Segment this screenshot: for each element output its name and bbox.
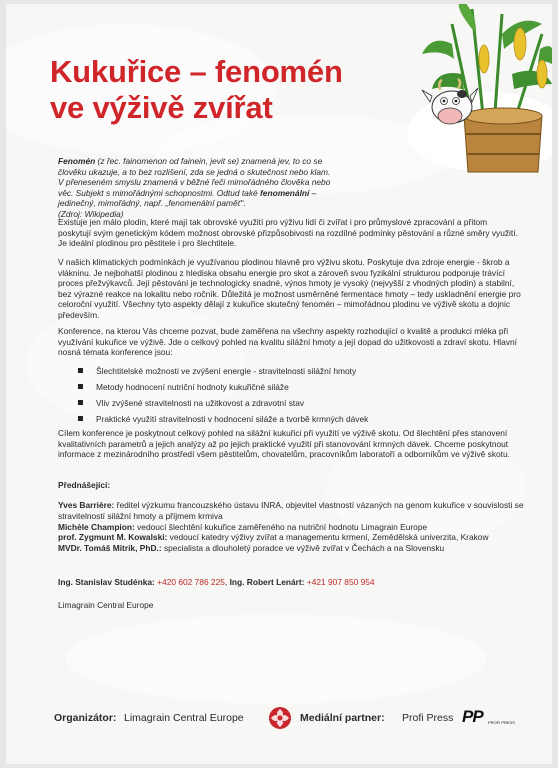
profi-press-logo: PP PROFI PRESS — [462, 707, 515, 726]
company-name: Limagrain Central Europe — [58, 600, 154, 610]
intro-term: Fenomén — [58, 156, 96, 166]
paragraph-2: V našich klimatických podmínkách je využívanou plodinou hlavně pro výživu skotu. Poskytuje dva zdroje energie - škrob a vlákninu. Je nejbohatší plodinou z hlediska obsahu energie pro skot a zároveň svou fyzikální strukturou podporuje trávící proces přežvýkavců. Její pěstování je technologicky snadné, výnos hmoty je vysoký (nejvyšší z vhodných plodin) a stabilní, bez výrazné reakce na lokalitu nebo ročník. Důležitá je možnost usměrněné fermentace hmoty – tedy uskladnění energie pro celoroční využití. Všechny tyto aspekty dělají z kukuřice skutečný fenomén – mimořádnou plodinu ve výživě skotu a dojnic především. — [58, 257, 521, 320]
contact-phone[interactable]: +421 907 850 954 — [306, 577, 375, 587]
bullet-square-icon — [78, 416, 83, 421]
speaker-item: MVDr. Tomáš Mitrík, PhD.: specialista a dlouholetý poradce ve výživě zvířat v Čechách a na Slovensku — [58, 543, 445, 554]
intro-text-2: – jedinečný, mimořádný, např. „fenomenální paměť“. — [58, 187, 317, 209]
topic-item: Praktické využití stravitelnosti v hodnocení siláže a tvorbě krmných dávek — [78, 414, 498, 430]
background-cloud — [66, 614, 486, 704]
intro-term-2: fenomenální — [260, 187, 310, 198]
speaker-item: Yves Barrière: ředitel výzkumu francouzského ústavu INRA, objevitel vlastností vázaných na genom kukuřice v souvislosti se stravitelností silážní hmoty a příjmem krmiva — [58, 500, 524, 521]
speaker-item: Michèle Champion: vedoucí šlechtění kukuřice zaměřeného na nutriční hodnotu Limagrain Europe — [58, 521, 428, 532]
speaker-item: prof. Zygmunt M. Kowalski: vedoucí katedry výživy zvířat a managementu krmení, Zemědělská univerzita, Krakow — [58, 532, 489, 543]
partner-name: Profi Press — [402, 712, 454, 724]
limagrain-logo-icon — [268, 706, 292, 730]
contact-name: Ing. Robert Lenárt: — [229, 577, 305, 587]
contact-phone[interactable]: +420 602 786 225 — [157, 577, 225, 587]
intro-text: (z řec. fainomenon od fainein, jevit se) znamená jev, to co se člověku ukazuje, a to bez rozlišení, zda se jedná o skutečnost nebo klam. V přeneseném smyslu znamená v běžné řeči mimořádného člověka nebo věc. Subjekt s mimořádnými schopnostmi. Odtud také — [58, 156, 331, 198]
partner-label: Mediální partner: — [300, 712, 385, 724]
title-line-2: ve výživě zvířat — [50, 90, 273, 125]
page-title — [50, 54, 450, 126]
topic-item: Šlechtitelské možnosti ve zvýšení energie - stravitelnosti silážní hmoty — [78, 366, 498, 382]
bullet-square-icon — [78, 384, 83, 389]
flyer-page — [6, 4, 552, 764]
footer-bar — [54, 708, 524, 730]
bullet-square-icon — [78, 400, 83, 405]
conference-goal: Cílem konference je poskytnout celkový pohled na silážní kukuřici při využití ve výživě skotu. Od šlechtění přes stanovení kvalitativních parametrů a jejich analýzy až po jejich praktické využití při stanovování krmných dávek. Chceme poskytnout informace z mezinárodního prostředí všem pěstitelům, chovatelům, pracovníkům laboratoří a odborníkům ve výživě skotu. — [58, 428, 510, 460]
organizer-name: Limagrain Central Europe — [124, 712, 244, 724]
contacts-line: Ing. Stanislav Studénka: +420 602 786 225, Ing. Robert Lenárt: +421 907 850 954 — [58, 577, 375, 587]
speakers-heading: Přednášející: — [58, 480, 111, 490]
speakers-list — [58, 500, 528, 554]
title-line-1: Kukuřice – fenomén — [50, 54, 343, 89]
intro-source: (Zdroj: Wikipedia) — [58, 208, 124, 219]
contact-name: Ing. Stanislav Studénka: — [58, 577, 155, 587]
paragraph-1: Existuje jen málo plodin, které mají tak obrovské využití pro výživu lidí či zvířat i pro průmyslové zpracování a přitom poskytují svým genetickým kódem možnost obrovské přizpůsobivosti na rozdílné podmínky pěstování a různé směry využití. Je ideální plodinou pro pěstitele i pro šlechtitele. — [58, 217, 518, 249]
topic-item: Vliv zvýšené stravitelnosti na užitkovost a zdravotní stav — [78, 398, 498, 414]
paragraph-3: Konference, na kterou Vás chceme pozvat, bude zaměřena na všechny aspekty rozhodující o kvalitě a produkci mléka při využívání kukuřice ve výživě. Jde o celkový pohled na kvalitu silážní hmoty a její dopad do užitkovosti a zdraví skotu. Hlavní nosná témata konference jsou: — [58, 326, 517, 358]
topic-item: Metody hodnocení nutriční hodnoty kukuřičné siláže — [78, 382, 498, 398]
intro-definition — [58, 156, 338, 220]
bullet-square-icon — [78, 368, 83, 373]
organizer-label: Organizátor: — [54, 712, 117, 724]
topics-list — [78, 366, 498, 430]
